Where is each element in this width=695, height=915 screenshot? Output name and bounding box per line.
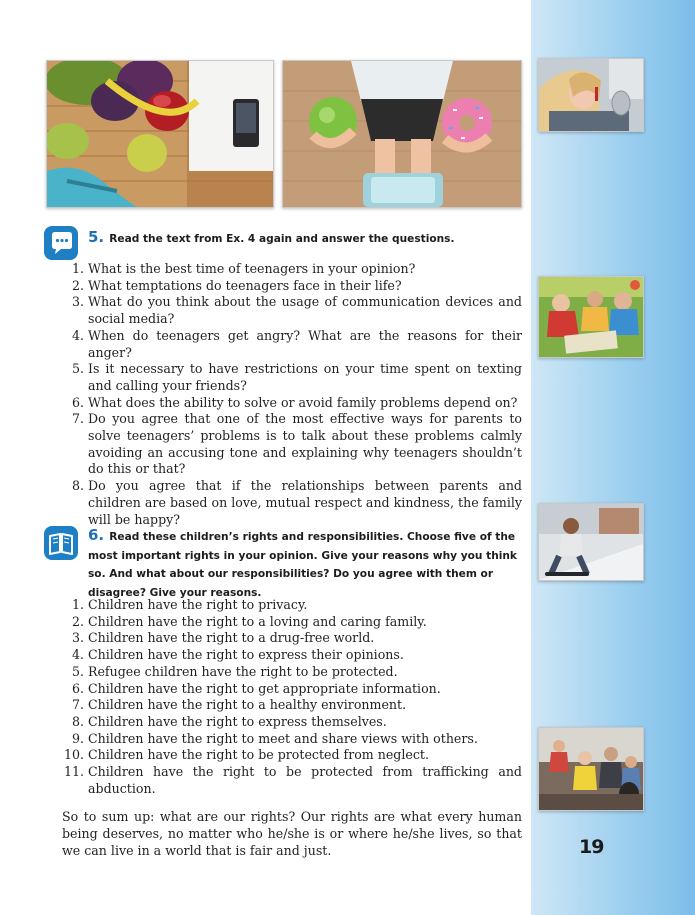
item-number: 3. bbox=[71, 294, 84, 310]
speech-bubble-icon bbox=[44, 226, 78, 260]
item-text: Children have the right to express their opinions. bbox=[88, 647, 404, 663]
list-item bbox=[62, 731, 522, 748]
exercise-6-rights-list bbox=[62, 597, 522, 797]
list-item bbox=[62, 361, 522, 394]
exercise-5-instruction: Read the text from Ex. 4 again and answer the questions. bbox=[109, 233, 455, 245]
item-text: Children have the right to a healthy environment. bbox=[88, 697, 407, 713]
exercise-6-number: 6. bbox=[88, 526, 105, 544]
summary-paragraph: So to sum up: what are our rights? Our rights are what every human being deserves, no matter who he/she is or where he/she lives, so that we can live in a world that is fair and just. bbox=[62, 809, 522, 858]
teens-with-guitar-photo bbox=[538, 727, 644, 811]
list-item bbox=[62, 261, 522, 278]
item-text: Children have the right to meet and share views with others. bbox=[88, 730, 478, 746]
item-number: 8. bbox=[71, 478, 84, 494]
item-number: 4. bbox=[71, 647, 84, 663]
item-text: Do you agree that if the relationships between parents and children are based on love, mutual respect and kindness, the family will be happy? bbox=[88, 478, 522, 527]
exercise-5-number: 5. bbox=[88, 228, 105, 246]
item-number: 7. bbox=[71, 697, 84, 713]
item-number: 7. bbox=[71, 411, 84, 427]
list-item bbox=[62, 647, 522, 664]
item-number: 5. bbox=[71, 361, 84, 377]
list-item bbox=[62, 411, 522, 478]
item-number: 2. bbox=[71, 277, 84, 293]
item-number: 2. bbox=[71, 613, 84, 629]
item-number: 4. bbox=[71, 327, 84, 343]
item-text: Children have the right to get appropriate information. bbox=[88, 680, 441, 696]
item-text: What does the ability to solve or avoid family problems depend on? bbox=[88, 394, 518, 410]
list-item bbox=[62, 328, 522, 361]
item-text: Children have the right to express themselves. bbox=[88, 713, 387, 729]
item-number: 1. bbox=[71, 261, 84, 276]
item-number: 1. bbox=[71, 597, 84, 612]
item-text: What is the best time of teenagers in your opinion? bbox=[88, 261, 416, 276]
list-item bbox=[62, 681, 522, 698]
item-text: Is it necessary to have restrictions on your time spent on texting and calling your friends? bbox=[88, 361, 522, 393]
item-number: 6. bbox=[71, 394, 84, 410]
exercise-6-header bbox=[88, 527, 526, 601]
list-item bbox=[62, 294, 522, 327]
fruits-vegetables-photo bbox=[46, 60, 274, 208]
item-text: When do teenagers get angry? What are the reasons for their anger? bbox=[88, 327, 522, 360]
item-number: 5. bbox=[71, 663, 84, 679]
list-item bbox=[62, 278, 522, 295]
list-item bbox=[62, 764, 522, 797]
girl-makeup-photo bbox=[538, 58, 644, 132]
list-item bbox=[62, 714, 522, 731]
list-item bbox=[62, 614, 522, 631]
item-number: 8. bbox=[71, 713, 84, 729]
item-number: 11. bbox=[63, 764, 84, 780]
item-text: Children have the right to be protected from neglect. bbox=[88, 747, 429, 763]
item-text: Do you agree that one of the most effective ways for parents to solve teenagers’ problems is to talk about these problems calmly avoiding an accusing tone and explaining why teenagers shouldn’t do this or that? bbox=[88, 411, 522, 477]
exercise-5-question-list bbox=[62, 261, 522, 528]
exercise-5-header bbox=[88, 228, 528, 248]
item-number: 10. bbox=[63, 747, 84, 763]
list-item bbox=[62, 395, 522, 412]
list-item bbox=[62, 630, 522, 647]
exercise-6-instruction: Read these children’s rights and responsibilities. Choose five of the most important rights in your opinion. Give your reasons why you think so. And what about our responsibilities? Do you agree with them or disagree? Give your reasons. bbox=[88, 531, 517, 599]
girl-skateboard-photo bbox=[538, 503, 644, 581]
item-text: What temptations do teenagers face in their life? bbox=[88, 277, 402, 293]
item-text: Children have the right to a drug-free world. bbox=[88, 630, 375, 646]
page-number: 19 bbox=[579, 836, 604, 858]
list-item bbox=[62, 697, 522, 714]
item-text: Children have the right to be protected from trafficking and abduction. bbox=[88, 764, 522, 796]
item-text: What do you think about the usage of communication devices and social media? bbox=[88, 294, 522, 327]
scale-apple-donut-photo bbox=[282, 60, 522, 208]
item-number: 3. bbox=[71, 630, 84, 646]
kids-with-map-photo bbox=[538, 276, 644, 358]
list-item bbox=[62, 597, 522, 614]
item-number: 6. bbox=[71, 680, 84, 696]
list-item bbox=[62, 664, 522, 681]
open-book-icon bbox=[44, 526, 78, 560]
item-text: Children have the right to a loving and caring family. bbox=[88, 613, 427, 629]
item-text: Refugee children have the right to be protected. bbox=[88, 663, 398, 679]
item-number: 9. bbox=[71, 730, 84, 746]
item-text: Children have the right to privacy. bbox=[88, 597, 308, 612]
list-item bbox=[62, 478, 522, 528]
list-item bbox=[62, 747, 522, 764]
